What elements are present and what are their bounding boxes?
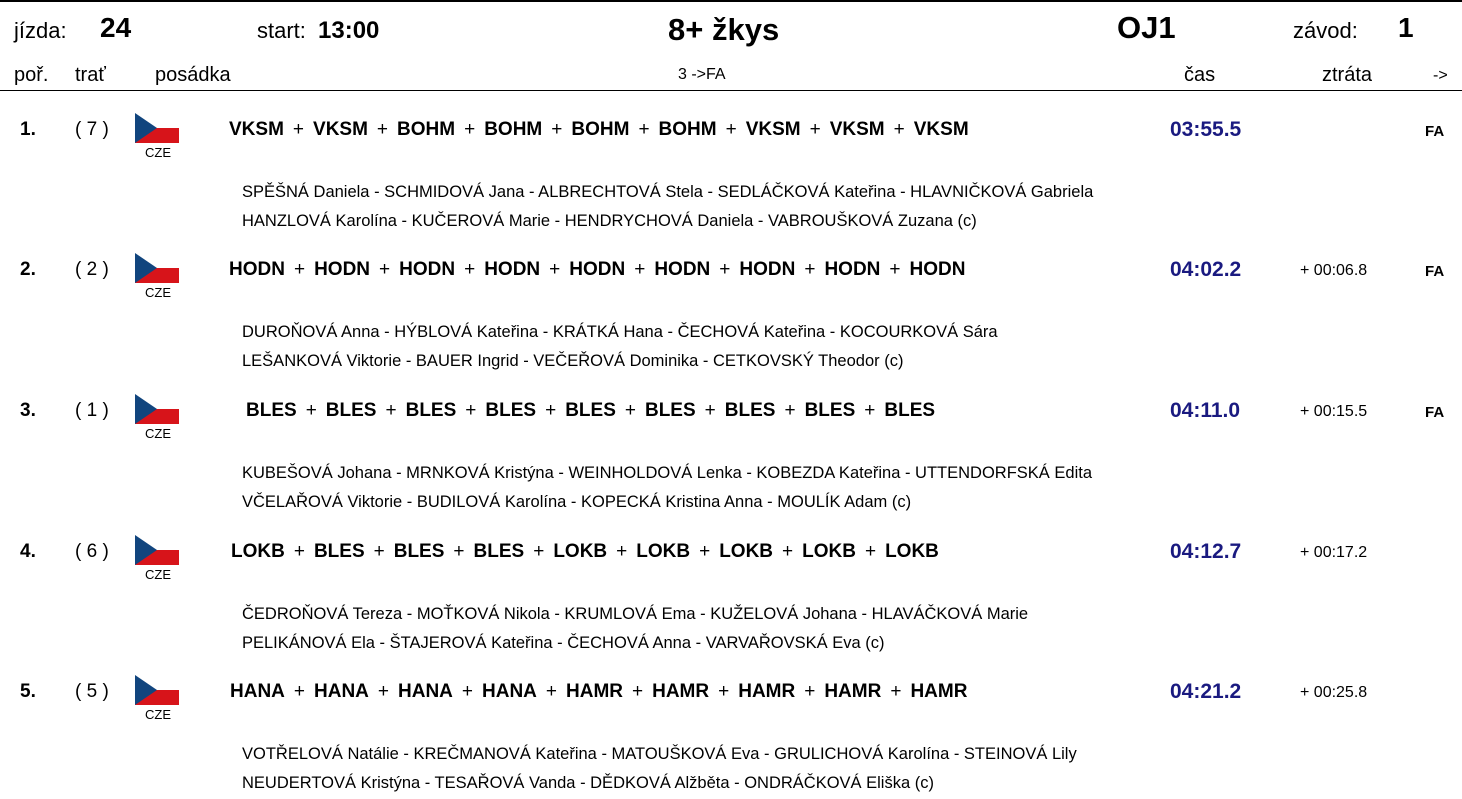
crew-clubs: BLES + BLES + BLES + BLES + BLES + BLES + BLES + BLES + BLES <box>246 400 936 421</box>
club-code: HODN <box>909 259 966 280</box>
club-code: VKSM <box>313 119 368 140</box>
club-code: BOHM <box>397 119 456 140</box>
crew-names-line-1: SPĚŠNÁ Daniela - SCHMIDOVÁ Jana - ALBRECHTOVÁ Stela - SEDLÁČKOVÁ Kateřina - HLAVNIČKOVÁ Gabriela <box>242 183 1094 201</box>
time-loss: + 00:25.8 <box>1300 684 1368 701</box>
column-crew: posádka <box>155 64 231 86</box>
race-label: jízda: <box>14 18 67 43</box>
club-code: VKSM <box>745 119 801 140</box>
finish-time: 03:55.5 <box>1170 118 1242 141</box>
club-code: HAMR <box>910 681 968 702</box>
crew-names-line-2: PELIKÁNOVÁ Ela - ŠTAJEROVÁ Kateřina - ČECHOVÁ Anna - VARVAŘOVSKÁ Eva (c) <box>242 634 885 652</box>
club-code: VKSM <box>829 119 885 140</box>
club-code: BLES <box>313 541 365 562</box>
club-code: HAMR <box>824 681 882 702</box>
rank: 4. <box>20 541 36 562</box>
finish-time: 04:12.7 <box>1170 540 1242 563</box>
club-code: LOKB <box>802 541 856 562</box>
progression-badge: FA <box>1425 263 1445 280</box>
event-number: 1 <box>1398 12 1414 43</box>
club-code: LOKB <box>231 541 285 562</box>
lane: ( 1 ) <box>75 400 109 421</box>
club-code: BLES <box>565 400 616 421</box>
crew-names-line-1: VOTŘELOVÁ Natálie - KREČMANOVÁ Kateřina - MATOUŠKOVÁ Eva - GRULICHOVÁ Karolína - STEINOVÁ Lily <box>242 745 1077 763</box>
start-label: start: <box>257 18 306 43</box>
crew-names-line-2: NEUDERTOVÁ Kristýna - TESAŘOVÁ Vanda - DĚDKOVÁ Alžběta - ONDRÁČKOVÁ Eliška (c) <box>242 774 934 792</box>
start-time: 13:00 <box>318 17 380 44</box>
rank: 1. <box>20 119 36 140</box>
top-border <box>0 0 1462 2</box>
czech-flag-icon <box>135 394 179 424</box>
club-code: HANA <box>482 681 537 702</box>
czech-flag-icon <box>135 535 179 565</box>
finish-time: 04:02.2 <box>1170 258 1242 281</box>
club-code: HANA <box>398 681 453 702</box>
club-code: HODN <box>654 259 711 280</box>
club-code: VKSM <box>913 119 969 140</box>
club-code: BOHM <box>658 119 717 140</box>
time-loss: + 00:15.5 <box>1300 403 1368 420</box>
club-code: BLES <box>393 541 445 562</box>
club-code: BLES <box>884 400 936 421</box>
club-code: BLES <box>473 541 525 562</box>
crew-clubs: LOKB + BLES + BLES + BLES + LOKB + LOKB + LOKB + LOKB + LOKB <box>231 541 939 562</box>
club-code: BLES <box>246 400 297 421</box>
club-code: BLES <box>485 400 537 421</box>
column-next: -> <box>1433 67 1448 84</box>
progression-badge: FA <box>1425 404 1445 421</box>
column-loss: ztráta <box>1322 64 1373 86</box>
progression-badge: FA <box>1425 123 1445 140</box>
crew-names-line-2: HANZLOVÁ Karolína - KUČEROVÁ Marie - HENDRYCHOVÁ Daniela - VABROUŠKOVÁ Zuzana (c) <box>242 212 977 230</box>
country-code: CZE <box>145 426 171 441</box>
club-code: HODN <box>399 259 456 280</box>
club-code: LOKB <box>719 541 774 562</box>
club-code: BLES <box>644 400 696 421</box>
country-code: CZE <box>145 145 171 160</box>
club-code: HODN <box>484 259 541 280</box>
category-code: OJ1 <box>1117 10 1176 45</box>
club-code: HAMR <box>566 681 623 702</box>
progression-rule: 3 ->FA <box>678 66 726 83</box>
club-code: BOHM <box>571 119 630 140</box>
club-code: VKSM <box>229 119 284 140</box>
club-code: LOKB <box>553 541 608 562</box>
race-number: 24 <box>100 12 132 43</box>
crew-clubs: HODN + HODN + HODN + HODN + HODN + HODN + HODN + HODN + HODN <box>229 259 966 280</box>
club-code: BLES <box>405 400 457 421</box>
crew-names-line-1: KUBEŠOVÁ Johana - MRNKOVÁ Kristýna - WEINHOLDOVÁ Lenka - KOBEZDA Kateřina - UTTENDORFSKÁ Edita <box>242 464 1092 482</box>
club-code: LOKB <box>636 541 691 562</box>
club-code: HODN <box>229 259 285 280</box>
finish-time: 04:21.2 <box>1170 680 1242 703</box>
club-code: LOKB <box>885 541 939 562</box>
czech-flag-icon <box>135 675 179 705</box>
column-time: čas <box>1184 64 1216 86</box>
club-code: HODN <box>824 259 881 280</box>
lane: ( 2 ) <box>75 259 109 280</box>
rank: 2. <box>20 259 36 280</box>
club-code: HAMR <box>738 681 796 702</box>
crew-names-line-2: VČELAŘOVÁ Viktorie - BUDILOVÁ Karolína - KOPECKÁ Kristina Anna - MOULÍK Adam (c) <box>242 493 912 511</box>
finish-time: 04:11.0 <box>1170 399 1241 422</box>
country-code: CZE <box>145 567 171 582</box>
club-code: HANA <box>230 681 285 702</box>
club-code: BLES <box>724 400 776 421</box>
event-label: závod: <box>1293 18 1358 43</box>
club-code: HAMR <box>652 681 710 702</box>
club-code: BLES <box>804 400 856 421</box>
crew-names-line-1: DUROŇOVÁ Anna - HÝBLOVÁ Kateřina - KRÁTKÁ Hana - ČECHOVÁ Kateřina - KOCOURKOVÁ Sára <box>242 323 998 341</box>
rank: 5. <box>20 681 36 702</box>
country-code: CZE <box>145 285 171 300</box>
country-code: CZE <box>145 707 171 722</box>
rank: 3. <box>20 400 36 421</box>
column-rank: poř. <box>14 64 49 86</box>
czech-flag-icon <box>135 253 179 283</box>
crew-clubs: HANA + HANA + HANA + HANA + HAMR + HAMR + HAMR + HAMR + HAMR <box>230 681 968 702</box>
club-code: HODN <box>569 259 626 280</box>
crew-clubs: VKSM + VKSM + BOHM + BOHM + BOHM + BOHM + VKSM + VKSM + VKSM <box>229 119 969 140</box>
czech-flag-icon <box>135 113 179 143</box>
club-code: BLES <box>325 400 377 421</box>
lane: ( 6 ) <box>75 541 109 562</box>
page-title: 8+ žkys <box>668 12 780 47</box>
crew-names-line-2: LEŠANKOVÁ Viktorie - BAUER Ingrid - VEČEŘOVÁ Dominika - CETKOVSKÝ Theodor (c) <box>242 352 904 370</box>
club-code: HODN <box>314 259 371 280</box>
column-lane: trať <box>75 64 106 86</box>
club-code: BOHM <box>484 119 543 140</box>
lane: ( 7 ) <box>75 119 109 140</box>
lane: ( 5 ) <box>75 681 109 702</box>
club-code: HANA <box>314 681 369 702</box>
header-separator <box>0 90 1462 91</box>
crew-names-line-1: ČEDROŇOVÁ Tereza - MOŤKOVÁ Nikola - KRUMLOVÁ Ema - KUŽELOVÁ Johana - HLAVÁČKOVÁ Marie <box>242 605 1029 623</box>
time-loss: + 00:06.8 <box>1300 262 1368 279</box>
time-loss: + 00:17.2 <box>1300 544 1368 561</box>
club-code: HODN <box>739 259 796 280</box>
